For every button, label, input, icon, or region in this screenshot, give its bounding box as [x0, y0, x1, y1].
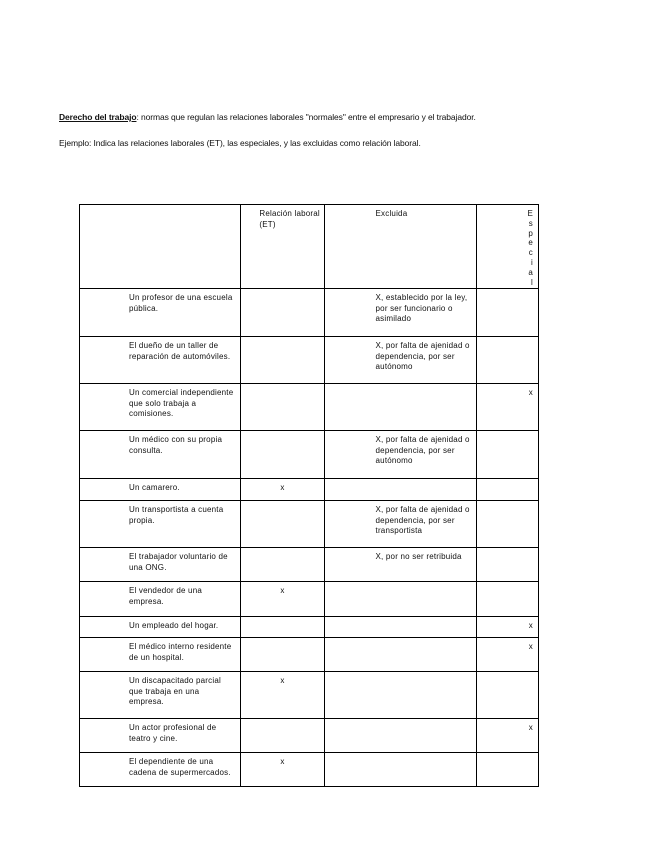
table-row: [80, 337, 539, 384]
row-especial-mark: [476, 672, 538, 719]
row-et-mark: [241, 431, 324, 479]
row-et-mark: [241, 617, 324, 638]
header-especial: [476, 205, 538, 289]
row-description: Un empleado del hogar.: [80, 617, 241, 638]
table-row: [80, 384, 539, 431]
row-et-mark: x: [241, 479, 324, 501]
header-especial-label: [477, 205, 538, 287]
row-especial-mark: [476, 431, 538, 479]
row-et-mark: [241, 289, 324, 337]
row-et-mark: [241, 638, 324, 672]
row-especial-mark: [476, 289, 538, 337]
row-et-mark: x: [241, 753, 324, 787]
term-definition: : normas que regulan las relaciones laborales "normales" entre el empresario y el trabajador.: [136, 112, 476, 122]
especial-letter: e: [528, 238, 533, 248]
row-description: El médico interno residente de un hospital.: [80, 638, 241, 672]
row-description: El trabajador voluntario de una ONG.: [80, 548, 241, 582]
table-row: [80, 719, 539, 753]
table-row: [80, 672, 539, 719]
row-excluida: [324, 479, 476, 501]
row-excluida: [324, 719, 476, 753]
row-excluida: X, por no ser retribuida: [324, 548, 476, 582]
row-et-mark: [241, 548, 324, 582]
row-description: Un transportista a cuenta propia.: [80, 501, 241, 548]
header-row: [80, 205, 539, 289]
table-row: [80, 548, 539, 582]
row-excluida: [324, 582, 476, 617]
especial-letter: s: [528, 218, 533, 228]
row-description: El dueño de un taller de reparación de automóviles.: [80, 337, 241, 384]
row-especial-mark: x: [476, 384, 538, 431]
header-description: [80, 205, 241, 289]
header-excluida: [324, 205, 476, 289]
row-description: Un camarero.: [80, 479, 241, 501]
row-especial-mark: [476, 479, 538, 501]
row-especial-mark: [476, 753, 538, 787]
table-row: [80, 638, 539, 672]
row-excluida: [324, 617, 476, 638]
row-description: Un profesor de una escuela pública.: [80, 289, 241, 337]
row-especial-mark: x: [476, 719, 538, 753]
exercise-instruction: Ejemplo: Indica las relaciones laborales (ET), las especiales, y las excluidas como relación laboral.: [59, 138, 421, 148]
row-excluida: X, establecido por la ley, por ser funcionario o asimilado: [324, 289, 476, 337]
especial-letter: a: [528, 267, 533, 277]
row-excluida: X, por falta de ajenidad o dependencia, por ser autónomo: [324, 431, 476, 479]
especial-letter: c: [528, 248, 533, 258]
definition-line: [59, 112, 476, 122]
row-especial-mark: x: [476, 617, 538, 638]
header-relacion-et-label: Relación laboral (ET): [259, 209, 320, 229]
especial-letter: l: [531, 277, 533, 287]
row-especial-mark: [476, 337, 538, 384]
header-relacion-et: [241, 205, 324, 289]
table-row: [80, 582, 539, 617]
row-et-mark: [241, 384, 324, 431]
row-excluida: [324, 753, 476, 787]
especial-letter: p: [528, 228, 533, 238]
row-especial-mark: [476, 548, 538, 582]
especial-letter: i: [531, 257, 533, 267]
row-excluida: [324, 384, 476, 431]
row-excluida: X, por falta de ajenidad o dependencia, por ser autónomo: [324, 337, 476, 384]
row-excluida: X, por falta de ajenidad o dependencia, por ser transportista: [324, 501, 476, 548]
row-et-mark: x: [241, 672, 324, 719]
row-especial-mark: x: [476, 638, 538, 672]
row-especial-mark: [476, 501, 538, 548]
row-description: Un actor profesional de teatro y cine.: [80, 719, 241, 753]
row-description: Un comercial independiente que solo trabaja a comisiones.: [80, 384, 241, 431]
table-row: [80, 431, 539, 479]
header-excluida-label: Excluida: [375, 209, 408, 218]
row-excluida: [324, 672, 476, 719]
row-description: Un discapacitado parcial que trabaja en una empresa.: [80, 672, 241, 719]
row-et-mark: [241, 719, 324, 753]
row-description: Un médico con su propia consulta.: [80, 431, 241, 479]
row-et-mark: [241, 501, 324, 548]
classification-table: [79, 204, 539, 787]
term-title: Derecho del trabajo: [59, 112, 137, 122]
table-row: [80, 501, 539, 548]
row-especial-mark: [476, 582, 538, 617]
table-row: [80, 617, 539, 638]
row-et-mark: x: [241, 582, 324, 617]
table-row: [80, 753, 539, 787]
table-row: [80, 289, 539, 337]
row-et-mark: [241, 337, 324, 384]
especial-letter: E: [527, 209, 533, 218]
row-excluida: [324, 638, 476, 672]
table-row: [80, 479, 539, 501]
row-description: El dependiente de una cadena de supermercados.: [80, 753, 241, 787]
row-description: El vendedor de una empresa.: [80, 582, 241, 617]
